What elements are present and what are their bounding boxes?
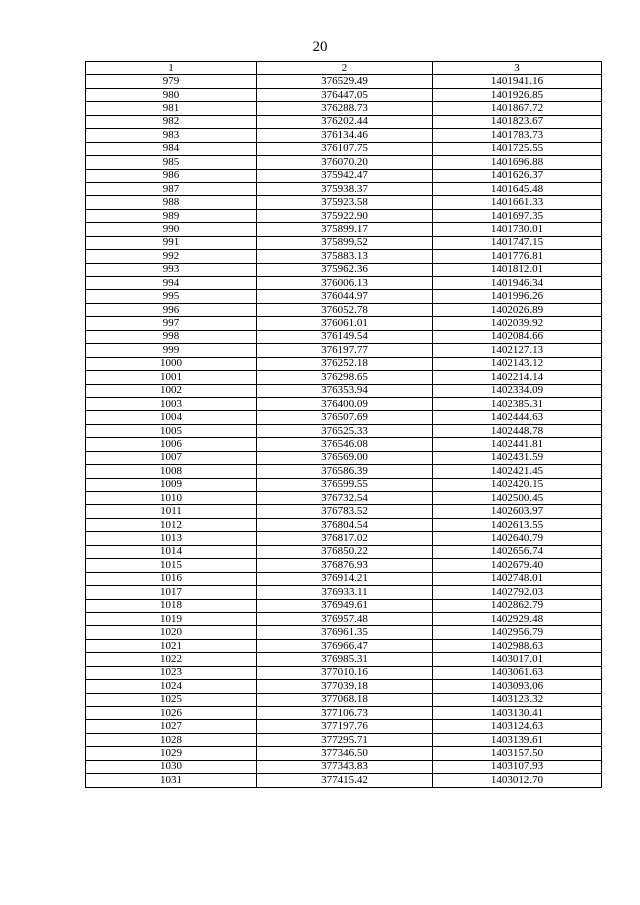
column-header-2: 2 <box>257 62 433 75</box>
table-row <box>86 196 602 209</box>
table-row <box>86 626 602 639</box>
point-number-cell: 1031 <box>86 774 257 787</box>
coordinate-x-cell: 375899.52 <box>257 236 433 249</box>
table-row <box>86 545 602 558</box>
coordinate-y-cell: 1402385.31 <box>433 397 602 410</box>
coordinate-y-cell: 1402143.12 <box>433 357 602 370</box>
coordinate-y-cell: 1403130.41 <box>433 707 602 720</box>
table-row <box>86 693 602 706</box>
coordinate-y-cell: 1402334.09 <box>433 384 602 397</box>
point-number-cell: 1010 <box>86 492 257 505</box>
coordinate-y-cell: 1402441.81 <box>433 438 602 451</box>
table-row <box>86 492 602 505</box>
coordinate-x-cell: 376586.39 <box>257 465 433 478</box>
coordinate-x-cell: 376546.08 <box>257 438 433 451</box>
coordinate-x-cell: 376149.54 <box>257 330 433 343</box>
table-row <box>86 182 602 195</box>
point-number-cell: 993 <box>86 263 257 276</box>
coordinate-y-cell: 1402084.66 <box>433 330 602 343</box>
point-number-cell: 1029 <box>86 747 257 760</box>
coordinate-x-cell: 376817.02 <box>257 532 433 545</box>
coordinate-y-cell: 1402956.79 <box>433 626 602 639</box>
coordinate-y-cell: 1402500.45 <box>433 492 602 505</box>
coordinate-x-cell: 376914.21 <box>257 572 433 585</box>
table-row <box>86 357 602 370</box>
point-number-cell: 1009 <box>86 478 257 491</box>
coordinate-x-cell: 376052.78 <box>257 303 433 316</box>
table-row <box>86 774 602 787</box>
coordinate-x-cell: 376569.00 <box>257 451 433 464</box>
coordinate-x-cell: 376134.46 <box>257 129 433 142</box>
point-number-cell: 1027 <box>86 720 257 733</box>
table-row <box>86 424 602 437</box>
page-number: 20 <box>312 39 328 55</box>
coordinate-y-cell: 1403157.50 <box>433 747 602 760</box>
table-row <box>86 653 602 666</box>
coordinate-x-cell: 376957.48 <box>257 612 433 625</box>
point-number-cell: 994 <box>86 277 257 290</box>
table-row <box>86 599 602 612</box>
coordinate-x-cell: 375922.90 <box>257 209 433 222</box>
point-number-cell: 983 <box>86 129 257 142</box>
point-number-cell: 1008 <box>86 465 257 478</box>
table-row <box>86 747 602 760</box>
coordinate-y-cell: 1403107.93 <box>433 760 602 773</box>
coordinate-x-cell: 376961.35 <box>257 626 433 639</box>
point-number-cell: 999 <box>86 344 257 357</box>
coordinate-y-cell: 1403061.63 <box>433 666 602 679</box>
point-number-cell: 991 <box>86 236 257 249</box>
coordinate-y-cell: 1402792.03 <box>433 586 602 599</box>
coordinate-y-cell: 1401812.01 <box>433 263 602 276</box>
point-number-cell: 1024 <box>86 680 257 693</box>
coordinate-y-cell: 1401996.26 <box>433 290 602 303</box>
point-number-cell: 1025 <box>86 693 257 706</box>
table-row <box>86 371 602 384</box>
table-row <box>86 115 602 128</box>
table-row <box>86 330 602 343</box>
point-number-cell: 984 <box>86 142 257 155</box>
coordinate-y-cell: 1403139.61 <box>433 733 602 746</box>
table-row <box>86 250 602 263</box>
coordinate-x-cell: 376447.05 <box>257 88 433 101</box>
coordinate-y-cell: 1402613.55 <box>433 518 602 531</box>
coordinate-y-cell: 1402748.01 <box>433 572 602 585</box>
coordinate-y-cell: 1401626.37 <box>433 169 602 182</box>
coordinate-y-cell: 1401926.85 <box>433 88 602 101</box>
point-number-cell: 988 <box>86 196 257 209</box>
coordinate-x-cell: 376966.47 <box>257 639 433 652</box>
point-number-cell: 1004 <box>86 411 257 424</box>
coordinate-x-cell: 376353.94 <box>257 384 433 397</box>
point-number-cell: 1013 <box>86 532 257 545</box>
point-number-cell: 981 <box>86 102 257 115</box>
coordinate-x-cell: 376288.73 <box>257 102 433 115</box>
table-row <box>86 263 602 276</box>
coordinate-x-cell: 376783.52 <box>257 505 433 518</box>
coordinate-y-cell: 1401776.81 <box>433 250 602 263</box>
coordinate-y-cell: 1402679.40 <box>433 559 602 572</box>
point-number-cell: 987 <box>86 182 257 195</box>
point-number-cell: 1001 <box>86 371 257 384</box>
coordinate-y-cell: 1401696.88 <box>433 156 602 169</box>
coordinate-y-cell: 1401783.73 <box>433 129 602 142</box>
coordinate-y-cell: 1401867.72 <box>433 102 602 115</box>
point-number-cell: 992 <box>86 250 257 263</box>
table-row <box>86 236 602 249</box>
coordinate-y-cell: 1403012.70 <box>433 774 602 787</box>
table-body <box>86 75 602 787</box>
point-number-cell: 1021 <box>86 639 257 652</box>
coordinate-x-cell: 375899.17 <box>257 223 433 236</box>
table-row <box>86 478 602 491</box>
coordinate-y-cell: 1401823.67 <box>433 115 602 128</box>
table-header-row <box>86 62 602 75</box>
table-row <box>86 397 602 410</box>
point-number-cell: 1020 <box>86 626 257 639</box>
table-row <box>86 129 602 142</box>
point-number-cell: 1000 <box>86 357 257 370</box>
table-row <box>86 277 602 290</box>
table-row <box>86 733 602 746</box>
coordinate-y-cell: 1402421.45 <box>433 465 602 478</box>
coordinate-x-cell: 376933.11 <box>257 586 433 599</box>
point-number-cell: 1011 <box>86 505 257 518</box>
point-number-cell: 989 <box>86 209 257 222</box>
point-number-cell: 1030 <box>86 760 257 773</box>
coordinate-x-cell: 375942.47 <box>257 169 433 182</box>
point-number-cell: 1006 <box>86 438 257 451</box>
coordinate-y-cell: 1402603.97 <box>433 505 602 518</box>
point-number-cell: 1005 <box>86 424 257 437</box>
point-number-cell: 1026 <box>86 707 257 720</box>
coordinate-y-cell: 1402988.63 <box>433 639 602 652</box>
table-row <box>86 102 602 115</box>
table-row <box>86 411 602 424</box>
point-number-cell: 1019 <box>86 612 257 625</box>
point-number-cell: 1023 <box>86 666 257 679</box>
coordinate-y-cell: 1401941.16 <box>433 75 602 88</box>
coordinate-x-cell: 376061.01 <box>257 317 433 330</box>
point-number-cell: 1015 <box>86 559 257 572</box>
coordinate-x-cell: 377039.18 <box>257 680 433 693</box>
coordinate-y-cell: 1403124.63 <box>433 720 602 733</box>
table-row <box>86 680 602 693</box>
point-number-cell: 998 <box>86 330 257 343</box>
coordinate-x-cell: 375938.37 <box>257 182 433 195</box>
coordinate-y-cell: 1402039.92 <box>433 317 602 330</box>
coordinate-x-cell: 376006.13 <box>257 277 433 290</box>
coordinate-y-cell: 1402640.79 <box>433 532 602 545</box>
coordinate-x-cell: 377295.71 <box>257 733 433 746</box>
coordinate-x-cell: 377068.18 <box>257 693 433 706</box>
table-row <box>86 559 602 572</box>
point-number-cell: 1014 <box>86 545 257 558</box>
table-row <box>86 209 602 222</box>
coordinate-x-cell: 376070.20 <box>257 156 433 169</box>
table-row <box>86 707 602 720</box>
point-number-cell: 1003 <box>86 397 257 410</box>
table-row <box>86 75 602 88</box>
point-number-cell: 1016 <box>86 572 257 585</box>
coordinate-y-cell: 1401946.34 <box>433 277 602 290</box>
coordinate-x-cell: 376525.33 <box>257 424 433 437</box>
coordinate-y-cell: 1403123.32 <box>433 693 602 706</box>
coordinate-x-cell: 376044.97 <box>257 290 433 303</box>
coordinate-y-cell: 1402656.74 <box>433 545 602 558</box>
point-number-cell: 979 <box>86 75 257 88</box>
point-number-cell: 1007 <box>86 451 257 464</box>
coordinate-y-cell: 1402444.63 <box>433 411 602 424</box>
coordinate-x-cell: 377010.16 <box>257 666 433 679</box>
coordinates-table <box>85 61 602 788</box>
coordinate-x-cell: 376202.44 <box>257 115 433 128</box>
table-row <box>86 465 602 478</box>
coordinate-y-cell: 1403017.01 <box>433 653 602 666</box>
coordinate-y-cell: 1402127.13 <box>433 344 602 357</box>
coordinate-x-cell: 376107.75 <box>257 142 433 155</box>
coordinate-x-cell: 376985.31 <box>257 653 433 666</box>
table-row <box>86 586 602 599</box>
table-row <box>86 88 602 101</box>
table-row <box>86 612 602 625</box>
table-row <box>86 142 602 155</box>
coordinate-x-cell: 376949.61 <box>257 599 433 612</box>
coordinate-x-cell: 376732.54 <box>257 492 433 505</box>
coordinate-x-cell: 376850.22 <box>257 545 433 558</box>
coordinate-y-cell: 1402431.59 <box>433 451 602 464</box>
coordinate-y-cell: 1401645.48 <box>433 182 602 195</box>
coordinate-y-cell: 1402420.15 <box>433 478 602 491</box>
point-number-cell: 990 <box>86 223 257 236</box>
coordinate-x-cell: 376804.54 <box>257 518 433 531</box>
coordinate-y-cell: 1401661.33 <box>433 196 602 209</box>
table-row <box>86 344 602 357</box>
table-row <box>86 572 602 585</box>
coordinate-x-cell: 375923.58 <box>257 196 433 209</box>
coordinate-y-cell: 1402929.48 <box>433 612 602 625</box>
table-row <box>86 532 602 545</box>
coordinate-x-cell: 375962.36 <box>257 263 433 276</box>
point-number-cell: 1002 <box>86 384 257 397</box>
table-row <box>86 505 602 518</box>
coordinate-x-cell: 376197.77 <box>257 344 433 357</box>
table-row <box>86 169 602 182</box>
coordinate-y-cell: 1401697.35 <box>433 209 602 222</box>
coordinate-x-cell: 376298.65 <box>257 371 433 384</box>
coordinate-x-cell: 376529.49 <box>257 75 433 88</box>
coordinate-x-cell: 376507.69 <box>257 411 433 424</box>
coordinate-y-cell: 1403093.06 <box>433 680 602 693</box>
coordinate-x-cell: 375883.13 <box>257 250 433 263</box>
table-row <box>86 303 602 316</box>
point-number-cell: 980 <box>86 88 257 101</box>
coordinate-x-cell: 376599.55 <box>257 478 433 491</box>
coordinate-y-cell: 1401730.01 <box>433 223 602 236</box>
coordinate-x-cell: 377343.83 <box>257 760 433 773</box>
point-number-cell: 1028 <box>86 733 257 746</box>
table-row <box>86 720 602 733</box>
coordinate-y-cell: 1402214.14 <box>433 371 602 384</box>
coordinate-y-cell: 1401725.55 <box>433 142 602 155</box>
coordinate-y-cell: 1401747.15 <box>433 236 602 249</box>
point-number-cell: 1017 <box>86 586 257 599</box>
table-row <box>86 317 602 330</box>
point-number-cell: 1022 <box>86 653 257 666</box>
coordinate-x-cell: 377415.42 <box>257 774 433 787</box>
table-row <box>86 156 602 169</box>
table-row <box>86 223 602 236</box>
point-number-cell: 985 <box>86 156 257 169</box>
column-header-3: 3 <box>433 62 602 75</box>
coordinate-x-cell: 376400.09 <box>257 397 433 410</box>
table-row <box>86 384 602 397</box>
point-number-cell: 982 <box>86 115 257 128</box>
coordinate-y-cell: 1402026.89 <box>433 303 602 316</box>
table-row <box>86 518 602 531</box>
table-row <box>86 666 602 679</box>
coordinate-x-cell: 377346.50 <box>257 747 433 760</box>
coordinate-x-cell: 376876.93 <box>257 559 433 572</box>
table-row <box>86 451 602 464</box>
coordinate-x-cell: 377197.76 <box>257 720 433 733</box>
table-row <box>86 290 602 303</box>
coordinate-x-cell: 376252.18 <box>257 357 433 370</box>
point-number-cell: 996 <box>86 303 257 316</box>
coordinate-y-cell: 1402448.78 <box>433 424 602 437</box>
table-row <box>86 438 602 451</box>
coordinate-x-cell: 377106.73 <box>257 707 433 720</box>
column-header-1: 1 <box>86 62 257 75</box>
point-number-cell: 1012 <box>86 518 257 531</box>
table-row <box>86 639 602 652</box>
point-number-cell: 986 <box>86 169 257 182</box>
table-row <box>86 760 602 773</box>
point-number-cell: 1018 <box>86 599 257 612</box>
coordinate-y-cell: 1402862.79 <box>433 599 602 612</box>
point-number-cell: 995 <box>86 290 257 303</box>
point-number-cell: 997 <box>86 317 257 330</box>
